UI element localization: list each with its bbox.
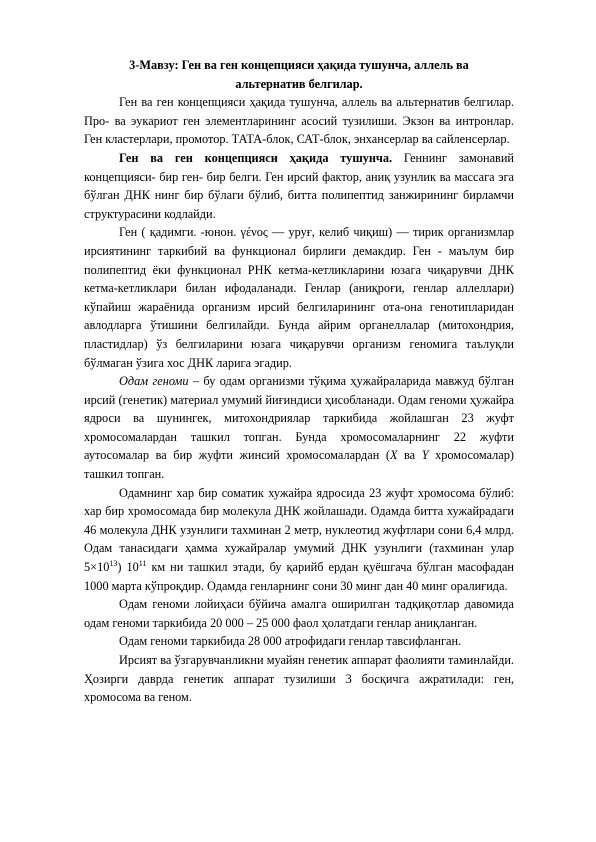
paragraph-5-text-c: км ни ташкил этади, бу қарийб ердан қуёшгача бўлган масофадан 1000 марта кўпроқдир. Одамда генларнинг сони 30 минг дан 40 минг оралиғида.: [84, 560, 514, 593]
paragraph-4-text-b: ва: [397, 448, 422, 463]
paragraph-2-heading: Ген ва ген концепцияси ҳақида тушунча.: [119, 150, 393, 165]
paragraph-4: [84, 372, 514, 484]
document-page: [84, 56, 514, 707]
paragraph-4-x: X: [389, 448, 398, 463]
paragraph-2-text: Геннинг замонавий концепцияси- бир ген- бир белги. Ген ирсий фактор, аниқ узунлик ва массага эга бўлган ДНК нинг бир бўлаги бўлиб, битта полипептид занжирининг бирламчи структурасини кодлайди.: [84, 150, 514, 221]
paragraph-5: [84, 484, 514, 596]
paragraph-5-sup-2: 11: [138, 558, 147, 568]
paragraph-6: Одам геноми лойиҳаси бўйича амалга оширилган тадқиқотлар давомида одам геноми таркибида 20 000 – 25 000 фаол ҳолатдаги генлар аниқланган.: [84, 597, 514, 630]
paragraph-8: Ирсият ва ўзгарувчанликни муайян генетик аппарат фаолияти таминлайди. Ҳозирги даврда генетик аппарат тузилиши 3 босқичга ажратилади: ген, хромосома ва геном.: [84, 653, 514, 705]
title-line-2: альтернатив белгилар.: [235, 76, 363, 91]
paragraph-7: Одам геноми таркибида 28 000 атрофидаги генлар тавсифланган.: [119, 634, 462, 649]
paragraph-4-y: Y: [421, 448, 429, 463]
document-title: [84, 56, 514, 93]
paragraph-4-text-c: хромосомалар) ташкил топган.: [84, 448, 514, 482]
title-line-1: 3-Мавзу: Ген ва ген концепцияси ҳақида тушунча, аллель ва: [129, 58, 469, 72]
paragraph-4-text-a: – бу одам организми тўқима ҳужайраларида мавжуд бўлган ирсий (генетик) материал умумий йиғиндиси ҳисобланади. Одам геноми ҳужайра ядроси ва шунингек, митохондриялар таркибида жойлашган 23 жуфт хромосомалардан ташкил топган. Бунда хромосомаларнинг 22 жуфти аутосомалар ва бир жуфти жинсий хромосомалардан (: [84, 374, 514, 463]
paragraph-3: Ген ( қадимги. -юнон. γένος — уруғ, келиб чиқиш) — тирик организмлар ирсиятининг таркибий ва функционал бирлиги демакдир. Ген - маълум бир полипептид ёки функционал РНК кетма-кетликларини юзага чиқарувчи ДНК кетма-кетликлари билан ифодаланади. Генлар (аниқроғи, генлар аллеллари) кўпайиш жараёнида организм ирсий белгиларининг ота-она генотипларидан авлодларга ўтишини белгилайди. Бунда айрим органеллалар (митохондрия, пластидлар) ўз белгиларини юзага чиқарувчи организм геномига таълуқли бўлмаган ўзига хос ДНК ларига эгадир.: [84, 225, 514, 370]
paragraph-5-text-a: Одамнинг хар бир соматик хужайра ядросида 23 жуфт хромосома бўлиб: хар бир хромосомада бир молекула ДНК жойлашади. Одамда битта хужайрадаги 46 молекула ДНК узунлиги тахминан 2 метр, нуклеотид жуфтлари сони 6,4 млрд. Одам танасидаги ҳамма хужайралар умумий ДНК узунлиги (тахминан улар 5×10: [84, 485, 514, 575]
paragraph-4-term: Одам геноми: [119, 374, 189, 389]
paragraph-5-text-b: ) 10: [117, 560, 139, 575]
paragraph-5-sup-1: 13: [109, 558, 118, 568]
paragraph-2: [84, 149, 514, 223]
paragraph-1: Ген ва ген концепцияси ҳақида тушунча, аллель ва альтернатив белгилар. Про- ва эукариот ген элементларининг асосий тузилиши. Экзон ва интронлар. Ген кластерлари, промотор. ТАТА-блок, САТ-блок, энхансерлар ва сайленсерлар.: [84, 95, 514, 147]
